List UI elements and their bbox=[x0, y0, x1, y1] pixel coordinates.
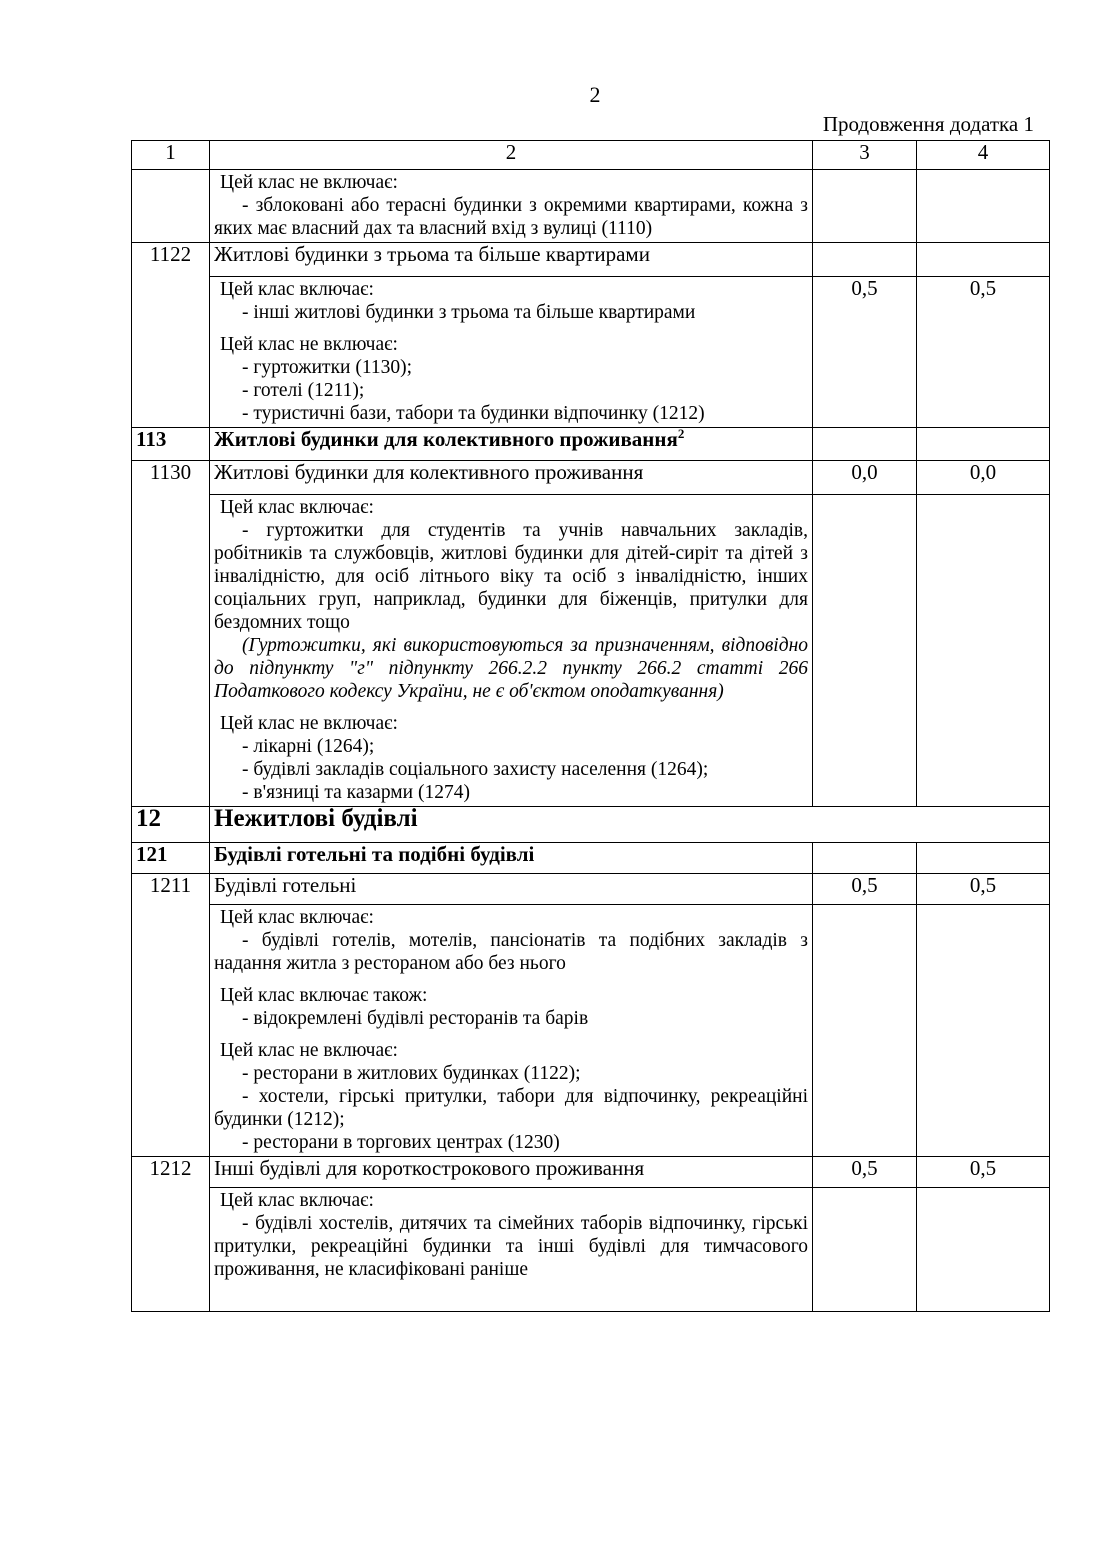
class-code-1122: 1122 bbox=[132, 243, 210, 428]
group-title-113 bbox=[210, 428, 813, 461]
table-row bbox=[132, 461, 1050, 495]
column-header-1: 1 bbox=[132, 141, 210, 170]
class-item: - будівлі готелів, мотелів, пансіонатів та подібних закладів з надання житла з рестораном або без нього bbox=[214, 930, 808, 974]
rate-cell bbox=[813, 495, 917, 807]
class-item: - ресторани в житлових будинках (1122); bbox=[242, 1063, 581, 1084]
class-item: - зблоковані або терасні будинки з окремими квартирами, кожна з яких має власний дах та власний вхід з вулиці (1110) bbox=[214, 195, 808, 239]
class-title-1212: Інші будівлі для короткострокового проживання bbox=[210, 1157, 813, 1188]
class-item: - гуртожитки (1130); bbox=[242, 357, 413, 378]
rate-col4-1122: 0,5 bbox=[917, 277, 1050, 428]
rate-cell bbox=[917, 243, 1050, 277]
table-row bbox=[132, 905, 1050, 1157]
description-cell bbox=[210, 1188, 813, 1312]
table-row bbox=[132, 874, 1050, 905]
code-cell bbox=[132, 170, 210, 243]
rate-cell bbox=[917, 1188, 1050, 1312]
rate-cell bbox=[917, 495, 1050, 807]
rate-cell bbox=[813, 843, 917, 874]
class-code-1212: 1212 bbox=[132, 1157, 210, 1312]
rate-cell bbox=[917, 170, 1050, 243]
description-cell bbox=[210, 170, 813, 243]
class-label: Цей клас не включає: bbox=[220, 172, 398, 193]
class-item: - відокремлені будівлі ресторанів та барів bbox=[242, 1008, 589, 1029]
page-number: 2 bbox=[589, 82, 601, 107]
rate-col4-1212: 0,5 bbox=[917, 1157, 1050, 1188]
class-label: Цей клас включає: bbox=[220, 907, 374, 928]
class-title-1211: Будівлі готельні bbox=[210, 874, 813, 905]
rate-cell bbox=[917, 428, 1050, 461]
section-row bbox=[132, 807, 1050, 843]
group-row bbox=[132, 428, 1050, 461]
group-title-text: Житлові будинки для колективного проживання bbox=[214, 427, 678, 451]
column-header-2: 2 bbox=[210, 141, 813, 170]
table-row bbox=[132, 495, 1050, 807]
rate-col4-1211: 0,5 bbox=[917, 874, 1050, 905]
rate-cell bbox=[813, 905, 917, 1157]
rate-col3-1130: 0,0 bbox=[813, 461, 917, 495]
section-code-12: 12 bbox=[132, 807, 210, 843]
rate-cell bbox=[917, 843, 1050, 874]
footnote-mark: 2 bbox=[677, 426, 685, 441]
class-item: - ресторани в торгових центрах (1230) bbox=[242, 1132, 560, 1153]
continuation-label: Продовження додатка 1 bbox=[822, 112, 1034, 136]
column-header-3: 3 bbox=[813, 141, 917, 170]
rate-col3-1122: 0,5 bbox=[813, 277, 917, 428]
group-code-121: 121 bbox=[132, 843, 210, 874]
class-title-1130: Житлові будинки для колективного проживання bbox=[210, 461, 813, 495]
classification-table bbox=[131, 140, 1050, 1312]
class-title-1122: Житлові будинки з трьома та більше квартирами bbox=[210, 243, 813, 277]
class-item: - лікарні (1264); bbox=[242, 736, 375, 757]
class-item: - будівлі закладів соціального захисту населення (1264); bbox=[242, 759, 709, 780]
rate-cell bbox=[813, 243, 917, 277]
table-row bbox=[132, 1188, 1050, 1312]
description-cell bbox=[210, 277, 813, 428]
class-item: - готелі (1211); bbox=[242, 380, 365, 401]
class-item: - хостели, гірські притулки, табори для відпочинку, рекреаційні будинки (1212); bbox=[214, 1086, 808, 1130]
group-row bbox=[132, 843, 1050, 874]
table-header-row bbox=[132, 141, 1050, 170]
table-row bbox=[132, 277, 1050, 428]
table-row bbox=[132, 1157, 1050, 1188]
rate-cell bbox=[813, 1188, 917, 1312]
rate-cell bbox=[917, 905, 1050, 1157]
rate-col3-1211: 0,5 bbox=[813, 874, 917, 905]
class-item: - туристичні бази, табори та будинки відпочинку (1212) bbox=[242, 403, 705, 424]
table-row bbox=[132, 243, 1050, 277]
rate-cell bbox=[813, 428, 917, 461]
class-item: - гуртожитки для студентів та учнів навчальних закладів, робітників та службовців, житлові будинки для дітей-сиріт та дітей з інвалідністю, для осіб літнього віку та осіб з інвалідністю, інших соціальних груп, наприклад, будинки для біженців, притулки для бездомних тощо bbox=[214, 520, 808, 633]
class-note: (Гуртожитки, які використовуються за призначенням, відповідно до підпункту "г" підпункту 266.2.2 пункту 266.2 статті 266 Податкового кодексу України, не є об'єктом оподаткування) bbox=[214, 635, 808, 702]
group-title-121: Будівлі готельні та подібні будівлі bbox=[210, 843, 813, 874]
class-label: Цей клас не включає: bbox=[220, 1040, 398, 1061]
class-label: Цей клас не включає: bbox=[220, 334, 398, 355]
class-item: - будівлі хостелів, дитячих та сімейних таборів відпочинку, гірські притулки, рекреаційні будинки та інші будівлі для тимчасового проживання, не класифіковані раніше bbox=[214, 1213, 808, 1280]
column-header-4: 4 bbox=[917, 141, 1050, 170]
description-cell bbox=[210, 905, 813, 1157]
class-label: Цей клас включає також: bbox=[220, 985, 428, 1006]
class-code-1130: 1130 bbox=[132, 461, 210, 807]
table-row bbox=[132, 170, 1050, 243]
class-label: Цей клас не включає: bbox=[220, 713, 398, 734]
class-item: - інші житлові будинки з трьома та більше квартирами bbox=[242, 302, 696, 323]
section-title-12: Нежитлові будівлі bbox=[210, 807, 1050, 843]
rate-col3-1212: 0,5 bbox=[813, 1157, 917, 1188]
class-item: - в'язниці та казарми (1274) bbox=[242, 782, 470, 803]
class-label: Цей клас включає: bbox=[220, 497, 374, 518]
rate-cell bbox=[813, 170, 917, 243]
description-cell bbox=[210, 495, 813, 807]
group-code-113: 113 bbox=[132, 428, 210, 461]
class-code-1211: 1211 bbox=[132, 874, 210, 1157]
class-label: Цей клас включає: bbox=[220, 279, 374, 300]
class-label: Цей клас включає: bbox=[220, 1190, 374, 1211]
rate-col4-1130: 0,0 bbox=[917, 461, 1050, 495]
